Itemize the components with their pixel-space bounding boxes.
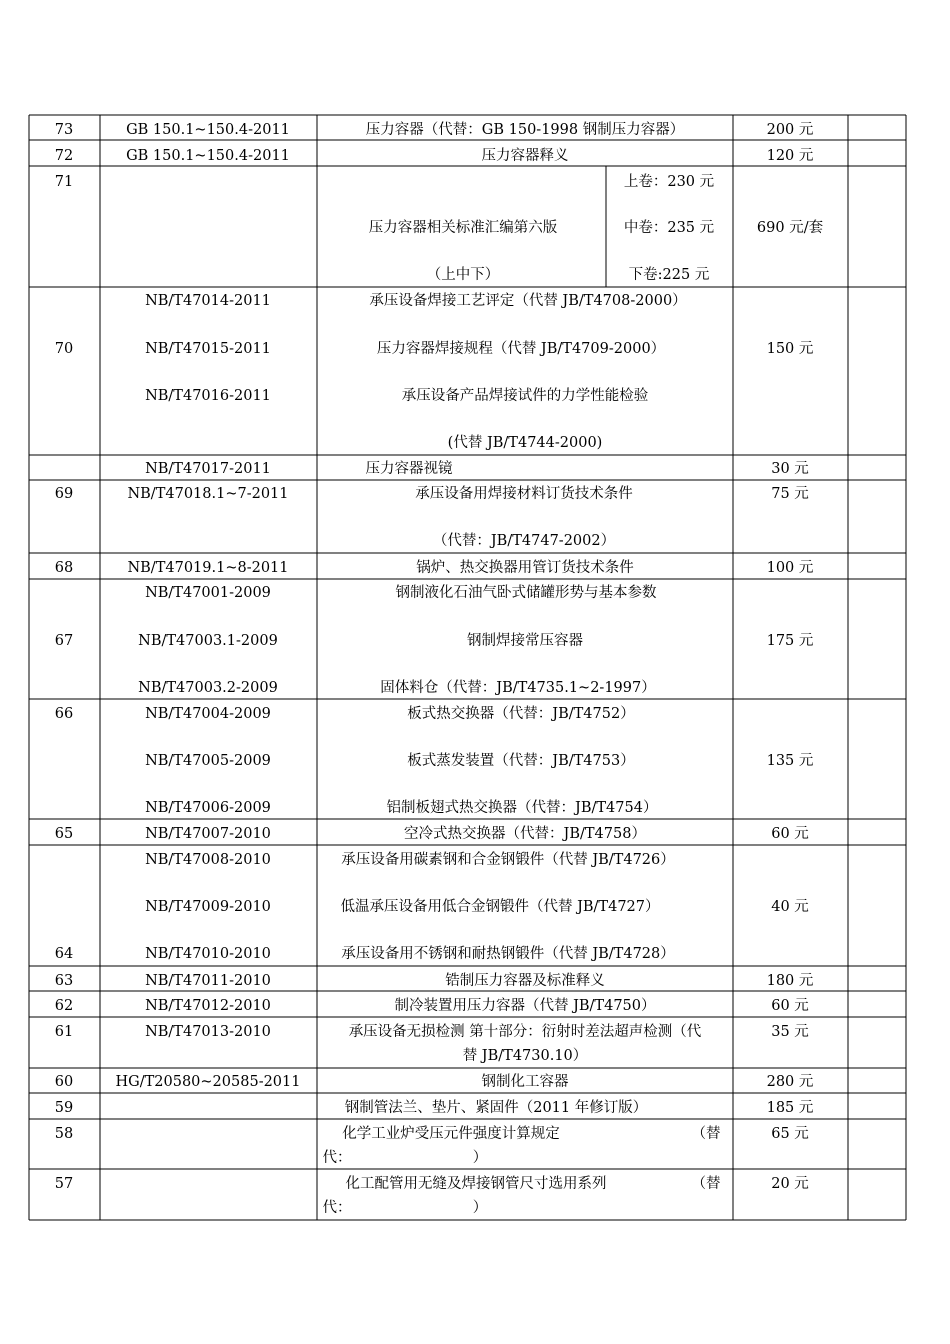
row-number: 71 — [54, 174, 74, 190]
price: 185 元 — [766, 1100, 814, 1116]
standard-title: 承压设备焊接工艺评定（代替 JB/T4708-2000） — [369, 293, 687, 309]
standard-title: 压力容器释义 — [481, 148, 569, 164]
standard-code: NB/T47006-2009 — [145, 800, 271, 816]
standard-title: 钢制管法兰、垫片、紧固件（2011 年修订版） — [344, 1100, 648, 1116]
standard-title: 承压设备用焊接材料订货技术条件 — [415, 486, 633, 502]
standard-code: GB 150.1~150.4-2011 — [126, 148, 290, 164]
standard-code: NB/T47018.1~7-2011 — [127, 486, 289, 502]
standard-title: 代： — [322, 1150, 352, 1166]
price: 150 元 — [766, 341, 814, 357]
standard-title: 板式蒸发装置（代替：JB/T4753） — [407, 753, 635, 769]
standard-code: NB/T47010-2010 — [145, 946, 271, 962]
price: 20 元 — [771, 1176, 809, 1192]
standard-title: (代替 JB/T4744-2000) — [447, 435, 603, 451]
standard-title: 承压设备无损检测 第十部分：衍射时差法超声检测（代 — [348, 1024, 702, 1040]
row-number: 68 — [54, 560, 74, 576]
standard-title: （上中下） — [426, 267, 500, 283]
standard-title: 制冷装置用压力容器（代替 JB/T4750） — [394, 998, 656, 1014]
standard-title: 化学工业炉受压元件强度计算规定 — [342, 1126, 560, 1142]
price: 35 元 — [771, 1024, 809, 1040]
standard-title: 压力容器（代替：GB 150-1998 钢制压力容器） — [365, 122, 685, 138]
row-number: 59 — [54, 1100, 74, 1116]
standard-title: 承压设备用不锈钢和耐热钢锻件（代替 JB/T4728） — [341, 946, 675, 962]
row-number: 60 — [54, 1074, 74, 1090]
row-number: 70 — [54, 341, 74, 357]
standard-title: ） — [472, 1150, 488, 1166]
price: 175 元 — [766, 633, 814, 649]
standard-code: HG/T20580~20585-2011 — [115, 1074, 301, 1090]
standard-code: NB/T47004-2009 — [145, 706, 271, 722]
price: 40 元 — [771, 899, 809, 915]
price: 280 元 — [766, 1074, 814, 1090]
price: 200 元 — [766, 122, 814, 138]
row-number: 61 — [54, 1024, 74, 1040]
standard-title: 替 JB/T4730.10） — [462, 1048, 588, 1064]
standard-title: 固体料仓（代替：JB/T4735.1~2-1997） — [380, 680, 656, 696]
price: 135 元 — [766, 753, 814, 769]
standard-title: 空冷式热交换器（代替：JB/T4758） — [404, 826, 646, 842]
row-number: 58 — [54, 1126, 74, 1142]
standard-code: NB/T47013-2010 — [145, 1024, 271, 1040]
row-number: 62 — [54, 998, 74, 1014]
standard-title: 板式热交换器（代替：JB/T4752） — [407, 706, 635, 722]
price: 690 元/套 — [756, 220, 824, 236]
standard-title: 锅炉、热交换器用管订货技术条件 — [416, 560, 634, 576]
standard-code: NB/T47017-2011 — [145, 461, 271, 477]
row-number: 73 — [54, 122, 74, 138]
price: 60 元 — [771, 998, 809, 1014]
standard-title: 承压设备用碳素钢和合金钢锻件（代替 JB/T4726） — [341, 852, 675, 868]
standard-code: NB/T47016-2011 — [145, 388, 271, 404]
price: 60 元 — [771, 826, 809, 842]
standard-code: NB/T47009-2010 — [145, 899, 271, 915]
standard-code: NB/T47019.1~8-2011 — [127, 560, 289, 576]
row-number: 67 — [54, 633, 74, 649]
volume-price: 中卷：235 元 — [623, 220, 715, 236]
standard-code: NB/T47012-2010 — [145, 998, 271, 1014]
row-number: 63 — [54, 973, 74, 989]
price: 180 元 — [766, 973, 814, 989]
standard-title: 化工配管用无缝及焊接钢管尺寸选用系列 — [345, 1176, 607, 1192]
row-number: 69 — [54, 486, 74, 502]
price: 75 元 — [771, 486, 809, 502]
standard-code: NB/T47011-2010 — [145, 973, 271, 989]
standard-code: NB/T47015-2011 — [145, 341, 271, 357]
standard-title: 钢制焊接常压容器 — [467, 633, 583, 649]
standard-title: 锆制压力容器及标准释义 — [445, 973, 605, 989]
row-number: 64 — [54, 946, 74, 962]
standard-code: NB/T47014-2011 — [145, 293, 271, 309]
standard-title: （替 — [691, 1176, 721, 1192]
standard-title: 承压设备产品焊接试件的力学性能检验 — [401, 388, 649, 404]
volume-price: 上卷：230 元 — [623, 174, 715, 190]
standard-code: NB/T47007-2010 — [145, 826, 271, 842]
price: 120 元 — [766, 148, 814, 164]
standard-code: GB 150.1~150.4-2011 — [126, 122, 290, 138]
standard-title: 钢制化工容器 — [481, 1074, 569, 1090]
standard-title: 压力容器相关标准汇编第六版 — [368, 220, 558, 236]
row-number: 72 — [54, 148, 74, 164]
standard-code: NB/T47005-2009 — [145, 753, 271, 769]
standard-code: NB/T47001-2009 — [145, 585, 271, 601]
standard-code: NB/T47003.2-2009 — [138, 680, 278, 696]
row-number: 66 — [54, 706, 74, 722]
standard-title: 压力容器焊接规程（代替 JB/T4709-2000） — [376, 341, 666, 357]
row-number: 65 — [54, 826, 74, 842]
standard-title: 压力容器视镜 — [365, 461, 453, 477]
standard-title: 低温承压设备用低合金钢锻件（代替 JB/T4727） — [340, 899, 660, 915]
standard-code: NB/T47008-2010 — [145, 852, 271, 868]
standard-title: （代替：JB/T4747-2002） — [432, 533, 616, 549]
standard-code: NB/T47003.1-2009 — [138, 633, 278, 649]
standard-title: （替 — [691, 1126, 721, 1142]
standard-title: 代： — [322, 1200, 352, 1216]
standard-title: 铝制板翅式热交换器（代替：JB/T4754） — [386, 800, 658, 816]
standard-title: 钢制液化石油气卧式储罐形势与基本参数 — [395, 585, 657, 601]
row-number: 57 — [54, 1176, 74, 1192]
price: 30 元 — [771, 461, 809, 477]
standard-title: ） — [472, 1200, 488, 1216]
price: 65 元 — [771, 1126, 809, 1142]
price: 100 元 — [766, 560, 814, 576]
volume-price: 下卷:225 元 — [628, 267, 710, 283]
